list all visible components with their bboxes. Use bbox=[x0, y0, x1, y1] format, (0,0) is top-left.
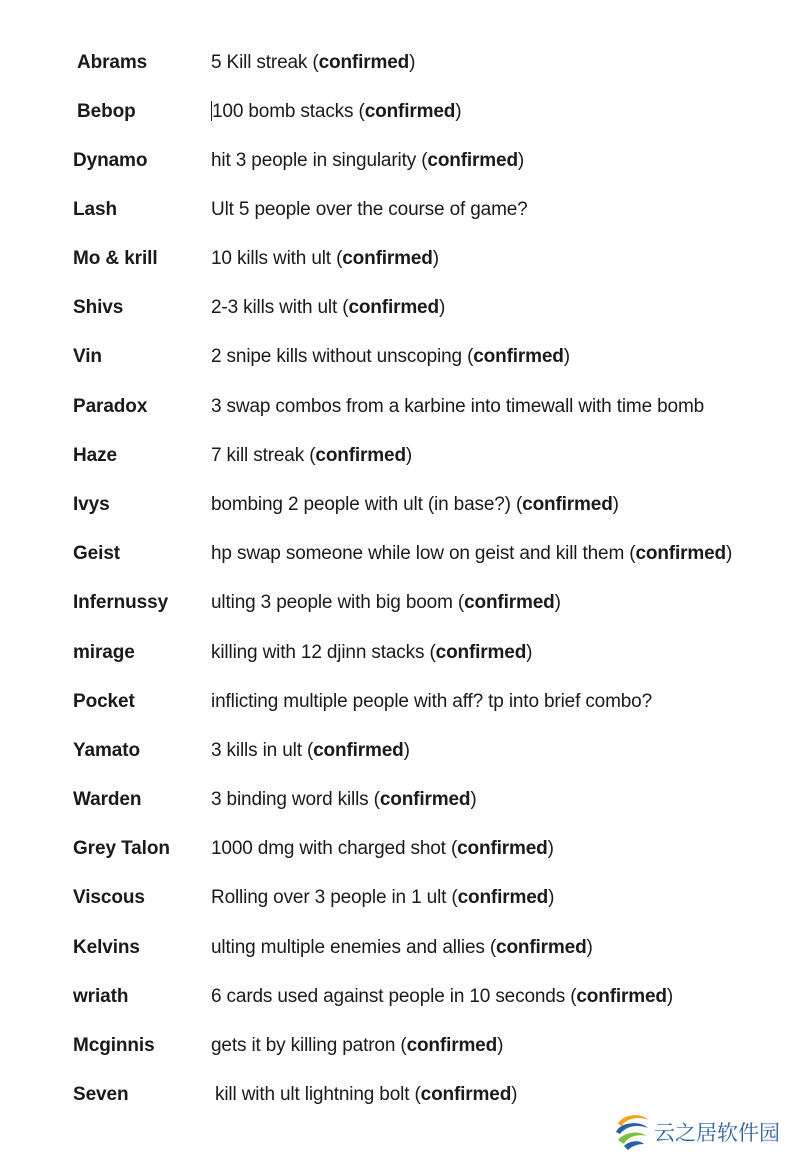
hero-row-abrams bbox=[0, 48, 800, 78]
swirl-logo-icon bbox=[612, 1110, 652, 1150]
hero-name: Bebop bbox=[77, 101, 136, 122]
description-text: 1000 dmg with charged shot bbox=[211, 838, 451, 859]
site-watermark bbox=[612, 1108, 796, 1152]
hero-row-yamato bbox=[0, 736, 800, 766]
description-text: hp swap someone while low on geist and kill them bbox=[211, 543, 630, 564]
hero-name: Viscous bbox=[73, 887, 145, 908]
hero-name: wriath bbox=[73, 986, 129, 1007]
description-text: 2-3 kills with ult bbox=[211, 297, 343, 318]
hero-name: Lash bbox=[73, 199, 117, 220]
hero-description: hit 3 people in singularity (confirmed) bbox=[211, 150, 525, 171]
hero-name: Pocket bbox=[73, 691, 135, 712]
hero-name: Dynamo bbox=[73, 150, 148, 171]
hero-row-ivys bbox=[0, 490, 800, 520]
description-text: 2 snipe kills without unscoping bbox=[211, 346, 468, 367]
hero-row-viscous bbox=[0, 883, 800, 913]
hero-row-vin bbox=[0, 342, 800, 372]
confirmed-label: confirmed bbox=[315, 445, 406, 466]
hero-description: killing with 12 djinn stacks (confirmed) bbox=[211, 642, 533, 663]
confirmed-label: confirmed bbox=[420, 1084, 512, 1105]
hero-row-dynamo bbox=[0, 146, 800, 176]
hero-description: bombing 2 people with ult (in base?) (confirmed) bbox=[211, 494, 619, 515]
hero-row-mcginnis bbox=[0, 1031, 800, 1061]
description-text: 3 swap combos from a karbine into timewall with time bomb bbox=[211, 396, 705, 417]
confirmed-label: confirmed bbox=[379, 789, 471, 810]
hero-description: 3 kills in ult (confirmed) bbox=[211, 740, 410, 761]
hero-name: Mcginnis bbox=[73, 1035, 155, 1056]
hero-row-mirage bbox=[0, 638, 800, 668]
hero-name: Haze bbox=[73, 445, 117, 466]
description-text: 100 bomb stacks bbox=[212, 101, 359, 122]
hero-description: ulting multiple enemies and allies (confirmed) bbox=[211, 937, 593, 958]
hero-row-lash bbox=[0, 195, 800, 225]
hero-row-haze bbox=[0, 441, 800, 471]
confirmed-label: confirmed bbox=[348, 297, 439, 318]
confirmed-label: confirmed bbox=[313, 740, 404, 761]
hero-description bbox=[211, 392, 704, 422]
description-text: hit 3 people in singularity bbox=[211, 150, 422, 171]
description-text: 5 Kill streak bbox=[211, 52, 313, 73]
hero-row-kelvins bbox=[0, 933, 800, 963]
description-text: 10 kills with ult bbox=[211, 248, 337, 269]
hero-row-grey-talon bbox=[0, 834, 800, 864]
confirmed-label: confirmed bbox=[496, 937, 587, 958]
hero-description: 2-3 kills with ult (confirmed) bbox=[211, 297, 446, 318]
hero-row-mo-krill bbox=[0, 244, 800, 274]
hero-name: Mo & krill bbox=[73, 248, 158, 269]
hero-name: Seven bbox=[73, 1084, 129, 1105]
hero-description: Rolling over 3 people in 1 ult (confirmed) bbox=[211, 887, 555, 908]
hero-row-shivs bbox=[0, 293, 800, 323]
confirmed-label: confirmed bbox=[435, 642, 527, 663]
description-text: killing with 12 djinn stacks bbox=[211, 642, 430, 663]
hero-name: Abrams bbox=[77, 52, 148, 73]
hero-name: Vin bbox=[73, 346, 102, 367]
hero-description[interactable]: 100 bomb stacks (confirmed) bbox=[212, 101, 462, 122]
hero-description: 6 cards used against people in 10 seconds (confirmed) bbox=[211, 986, 674, 1007]
hero-row-seven bbox=[0, 1080, 800, 1110]
hero-description: 1000 dmg with charged shot (confirmed) bbox=[211, 838, 554, 859]
confirmed-label: confirmed bbox=[342, 248, 433, 269]
hero-name: Ivys bbox=[73, 494, 110, 515]
hero-description: 7 kill streak (confirmed) bbox=[211, 445, 413, 466]
description-text: ulting multiple enemies and allies bbox=[211, 937, 490, 958]
hero-name: Paradox bbox=[73, 396, 148, 417]
hero-row-warden bbox=[0, 785, 800, 815]
confirmed-label: confirmed bbox=[457, 887, 549, 908]
hero-description: ulting 3 people with big boom (confirmed) bbox=[211, 592, 561, 613]
hero-description: 2 snipe kills without unscoping (confirmed) bbox=[211, 346, 570, 367]
confirmed-label: confirmed bbox=[318, 52, 410, 73]
hero-description bbox=[211, 195, 528, 225]
hero-name: Infernussy bbox=[73, 592, 169, 613]
description-text: 3 kills in ult bbox=[211, 740, 307, 761]
hero-description: kill with ult lightning bolt (confirmed) bbox=[215, 1084, 518, 1105]
confirmed-label: confirmed bbox=[635, 543, 726, 564]
description-text: kill with ult lightning bolt bbox=[215, 1084, 415, 1105]
hero-name: Kelvins bbox=[73, 937, 140, 958]
watermark-text: 云之居软件园 bbox=[654, 1121, 780, 1145]
confirmed-label: confirmed bbox=[364, 101, 456, 122]
hero-description: hp swap someone while low on geist and kill them (confirmed) bbox=[211, 543, 733, 564]
hero-name: mirage bbox=[73, 642, 135, 663]
hero-description: 3 binding word kills (confirmed) bbox=[211, 789, 477, 810]
hero-description: 5 Kill streak (confirmed) bbox=[211, 52, 416, 73]
confirmed-label: confirmed bbox=[427, 150, 518, 171]
hero-name: Grey Talon bbox=[73, 838, 170, 859]
description-text: 3 binding word kills bbox=[211, 789, 374, 810]
hero-name: Geist bbox=[73, 543, 121, 564]
hero-description bbox=[211, 687, 652, 717]
confirmed-label: confirmed bbox=[576, 986, 667, 1007]
description-text: Rolling over 3 people in 1 ult bbox=[211, 887, 452, 908]
confirmed-label: confirmed bbox=[464, 592, 555, 613]
description-text: inflicting multiple people with aff? tp into brief combo? bbox=[211, 691, 653, 712]
confirmed-label: confirmed bbox=[406, 1035, 498, 1056]
description-text: bombing 2 people with ult (in base?) bbox=[211, 494, 516, 515]
hero-description: 10 kills with ult (confirmed) bbox=[211, 248, 439, 269]
hero-name: Warden bbox=[73, 789, 142, 810]
hero-row-infernussy bbox=[0, 588, 800, 618]
hero-row-pocket bbox=[0, 687, 800, 717]
confirmed-label: confirmed bbox=[473, 346, 564, 367]
hero-description: gets it by killing patron (confirmed) bbox=[211, 1035, 504, 1056]
hero-row-paradox bbox=[0, 392, 800, 422]
hero-name: Shivs bbox=[73, 297, 124, 318]
hero-row-geist bbox=[0, 539, 800, 569]
description-text: 7 kill streak bbox=[211, 445, 310, 466]
hero-row-bebop bbox=[0, 97, 800, 127]
description-text: gets it by killing patron bbox=[211, 1035, 401, 1056]
description-text: ulting 3 people with big boom bbox=[211, 592, 458, 613]
confirmed-label: confirmed bbox=[522, 494, 613, 515]
hero-row-wriath bbox=[0, 982, 800, 1012]
confirmed-label: confirmed bbox=[457, 838, 548, 859]
description-text: Ult 5 people over the course of game? bbox=[211, 199, 528, 220]
description-text: 6 cards used against people in 10 seconds bbox=[211, 986, 571, 1007]
hero-name: Yamato bbox=[73, 740, 140, 761]
